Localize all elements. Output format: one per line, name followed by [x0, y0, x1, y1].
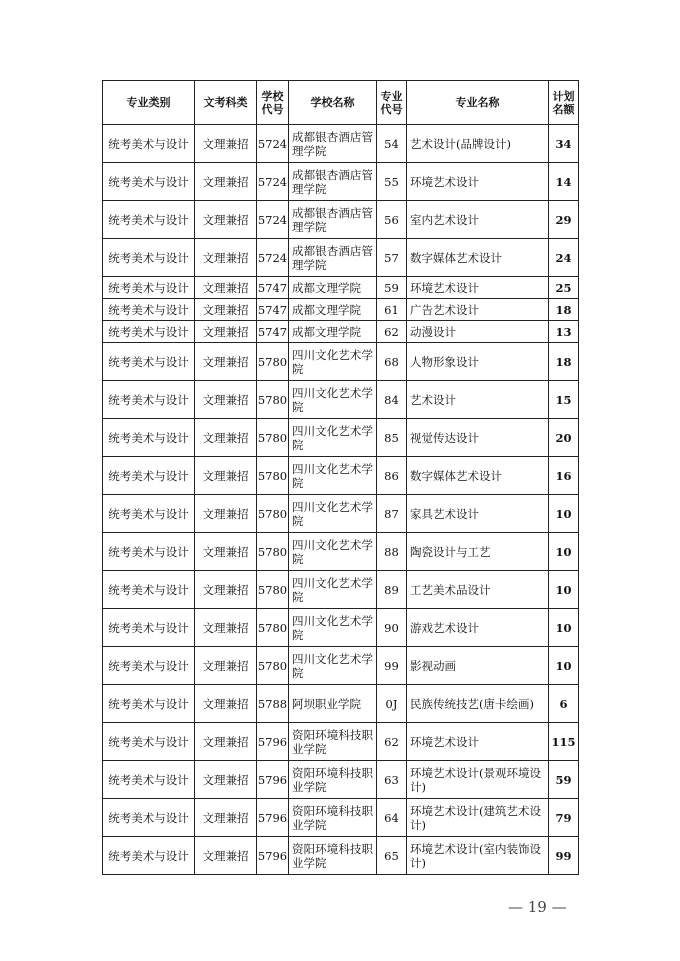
- cell-school-code: 5796: [257, 837, 289, 875]
- cell-subject: 文理兼招: [195, 761, 257, 799]
- cell-school-name: 资阳环境科技职业学院: [289, 799, 377, 837]
- page-number: — 19 —: [508, 898, 567, 916]
- cell-major-name: 环境艺术设计(景观环境设计): [407, 761, 549, 799]
- cell-major-name: 艺术设计(品牌设计): [407, 125, 549, 163]
- cell-school-code: 5780: [257, 609, 289, 647]
- table-row: [103, 571, 579, 609]
- header-school-code: 学校代号: [257, 81, 289, 125]
- cell-plan: 25: [549, 277, 579, 299]
- cell-plan: 6: [549, 685, 579, 723]
- cell-school-code: 5780: [257, 457, 289, 495]
- header-plan: 计划名额: [549, 81, 579, 125]
- header-category: 专业类别: [103, 81, 195, 125]
- cell-category: 统考美术与设计: [103, 837, 195, 875]
- cell-school-code: 5780: [257, 533, 289, 571]
- cell-plan: 15: [549, 381, 579, 419]
- cell-school-name: 成都文理学院: [289, 277, 377, 299]
- cell-school-name: 四川文化艺术学院: [289, 381, 377, 419]
- cell-subject: 文理兼招: [195, 343, 257, 381]
- cell-subject: 文理兼招: [195, 381, 257, 419]
- cell-school-name: 成都银杏酒店管理学院: [289, 239, 377, 277]
- cell-plan: 13: [549, 321, 579, 343]
- cell-school-code: 5724: [257, 125, 289, 163]
- cell-school-name: 阿坝职业学院: [289, 685, 377, 723]
- cell-plan: 10: [549, 495, 579, 533]
- cell-category: 统考美术与设计: [103, 381, 195, 419]
- cell-major-code: 55: [377, 163, 407, 201]
- cell-subject: 文理兼招: [195, 299, 257, 321]
- cell-major-code: 65: [377, 837, 407, 875]
- cell-major-code: 84: [377, 381, 407, 419]
- cell-category: 统考美术与设计: [103, 799, 195, 837]
- cell-subject: 文理兼招: [195, 837, 257, 875]
- cell-category: 统考美术与设计: [103, 201, 195, 239]
- table-row: [103, 761, 579, 799]
- cell-major-code: 54: [377, 125, 407, 163]
- cell-subject: 文理兼招: [195, 571, 257, 609]
- table-row: [103, 299, 579, 321]
- cell-plan: 99: [549, 837, 579, 875]
- cell-subject: 文理兼招: [195, 125, 257, 163]
- table-row: [103, 837, 579, 875]
- cell-category: 统考美术与设计: [103, 495, 195, 533]
- cell-school-name: 成都文理学院: [289, 321, 377, 343]
- cell-school-code: 5780: [257, 571, 289, 609]
- cell-school-code: 5747: [257, 299, 289, 321]
- cell-major-code: 86: [377, 457, 407, 495]
- header-school-name: 学校名称: [289, 81, 377, 125]
- cell-major-code: 87: [377, 495, 407, 533]
- cell-school-code: 5780: [257, 495, 289, 533]
- cell-school-name: 四川文化艺术学院: [289, 571, 377, 609]
- table-row: [103, 201, 579, 239]
- cell-subject: 文理兼招: [195, 647, 257, 685]
- cell-subject: 文理兼招: [195, 321, 257, 343]
- header-major-name: 专业名称: [407, 81, 549, 125]
- cell-school-name: 成都银杏酒店管理学院: [289, 125, 377, 163]
- table-row: [103, 321, 579, 343]
- header-subject: 文考科类: [195, 81, 257, 125]
- cell-subject: 文理兼招: [195, 163, 257, 201]
- table-row: [103, 533, 579, 571]
- cell-major-code: 99: [377, 647, 407, 685]
- cell-major-code: 85: [377, 419, 407, 457]
- cell-category: 统考美术与设计: [103, 239, 195, 277]
- table-row: [103, 163, 579, 201]
- cell-category: 统考美术与设计: [103, 277, 195, 299]
- cell-major-name: 艺术设计: [407, 381, 549, 419]
- cell-subject: 文理兼招: [195, 533, 257, 571]
- cell-subject: 文理兼招: [195, 723, 257, 761]
- table-header-row: [103, 81, 579, 125]
- cell-category: 统考美术与设计: [103, 761, 195, 799]
- table-row: [103, 495, 579, 533]
- table-row: [103, 647, 579, 685]
- cell-major-name: 影视动画: [407, 647, 549, 685]
- cell-school-code: 5780: [257, 419, 289, 457]
- cell-school-name: 资阳环境科技职业学院: [289, 723, 377, 761]
- cell-category: 统考美术与设计: [103, 571, 195, 609]
- cell-plan: 34: [549, 125, 579, 163]
- cell-major-code: 57: [377, 239, 407, 277]
- cell-plan: 115: [549, 723, 579, 761]
- cell-plan: 16: [549, 457, 579, 495]
- cell-major-name: 广告艺术设计: [407, 299, 549, 321]
- table-row: [103, 609, 579, 647]
- cell-category: 统考美术与设计: [103, 647, 195, 685]
- cell-subject: 文理兼招: [195, 201, 257, 239]
- cell-major-name: 数字媒体艺术设计: [407, 239, 549, 277]
- cell-category: 统考美术与设计: [103, 343, 195, 381]
- cell-school-code: 5724: [257, 201, 289, 239]
- cell-major-code: 62: [377, 321, 407, 343]
- cell-school-name: 成都文理学院: [289, 299, 377, 321]
- cell-school-name: 四川文化艺术学院: [289, 647, 377, 685]
- cell-category: 统考美术与设计: [103, 533, 195, 571]
- cell-major-code: 64: [377, 799, 407, 837]
- cell-major-name: 环境艺术设计: [407, 723, 549, 761]
- cell-category: 统考美术与设计: [103, 419, 195, 457]
- table-row: [103, 685, 579, 723]
- cell-subject: 文理兼招: [195, 239, 257, 277]
- cell-school-code: 5747: [257, 321, 289, 343]
- cell-major-name: 游戏艺术设计: [407, 609, 549, 647]
- table-body: [103, 125, 579, 875]
- cell-plan: 10: [549, 647, 579, 685]
- cell-school-code: 5796: [257, 723, 289, 761]
- cell-plan: 18: [549, 299, 579, 321]
- cell-school-code: 5724: [257, 163, 289, 201]
- cell-school-name: 四川文化艺术学院: [289, 343, 377, 381]
- cell-major-name: 环境艺术设计: [407, 163, 549, 201]
- cell-category: 统考美术与设计: [103, 723, 195, 761]
- table-row: [103, 457, 579, 495]
- cell-plan: 29: [549, 201, 579, 239]
- table-row: [103, 343, 579, 381]
- cell-subject: 文理兼招: [195, 609, 257, 647]
- cell-major-code: 61: [377, 299, 407, 321]
- cell-major-name: 环境艺术设计: [407, 277, 549, 299]
- cell-major-code: 62: [377, 723, 407, 761]
- header-major-code: 专业代号: [377, 81, 407, 125]
- enrollment-plan-table: [102, 80, 579, 875]
- cell-category: 统考美术与设计: [103, 685, 195, 723]
- cell-subject: 文理兼招: [195, 419, 257, 457]
- cell-major-name: 环境艺术设计(室内装饰设计): [407, 837, 549, 875]
- cell-major-name: 陶瓷设计与工艺: [407, 533, 549, 571]
- cell-major-code: 63: [377, 761, 407, 799]
- cell-plan: 10: [549, 533, 579, 571]
- cell-major-name: 动漫设计: [407, 321, 549, 343]
- cell-subject: 文理兼招: [195, 685, 257, 723]
- cell-subject: 文理兼招: [195, 277, 257, 299]
- cell-school-name: 四川文化艺术学院: [289, 419, 377, 457]
- cell-school-name: 成都银杏酒店管理学院: [289, 201, 377, 239]
- cell-major-name: 民族传统技艺(唐卡绘画): [407, 685, 549, 723]
- cell-major-name: 人物形象设计: [407, 343, 549, 381]
- cell-school-name: 四川文化艺术学院: [289, 533, 377, 571]
- cell-plan: 14: [549, 163, 579, 201]
- cell-major-code: 56: [377, 201, 407, 239]
- cell-major-name: 室内艺术设计: [407, 201, 549, 239]
- cell-school-name: 四川文化艺术学院: [289, 609, 377, 647]
- cell-school-code: 5780: [257, 343, 289, 381]
- cell-school-code: 5747: [257, 277, 289, 299]
- cell-school-code: 5788: [257, 685, 289, 723]
- cell-major-code: 0J: [377, 685, 407, 723]
- cell-school-name: 四川文化艺术学院: [289, 495, 377, 533]
- cell-major-code: 68: [377, 343, 407, 381]
- cell-school-code: 5780: [257, 381, 289, 419]
- cell-category: 统考美术与设计: [103, 609, 195, 647]
- cell-major-name: 视觉传达设计: [407, 419, 549, 457]
- cell-major-code: 90: [377, 609, 407, 647]
- cell-major-name: 家具艺术设计: [407, 495, 549, 533]
- cell-school-code: 5796: [257, 799, 289, 837]
- cell-plan: 59: [549, 761, 579, 799]
- cell-major-code: 59: [377, 277, 407, 299]
- cell-plan: 10: [549, 571, 579, 609]
- cell-school-name: 成都银杏酒店管理学院: [289, 163, 377, 201]
- cell-plan: 18: [549, 343, 579, 381]
- cell-major-name: 环境艺术设计(建筑艺术设计): [407, 799, 549, 837]
- table-row: [103, 419, 579, 457]
- table-row: [103, 125, 579, 163]
- cell-subject: 文理兼招: [195, 457, 257, 495]
- table-row: [103, 799, 579, 837]
- cell-school-code: 5796: [257, 761, 289, 799]
- cell-plan: 10: [549, 609, 579, 647]
- cell-subject: 文理兼招: [195, 799, 257, 837]
- cell-school-name: 资阳环境科技职业学院: [289, 837, 377, 875]
- cell-major-code: 89: [377, 571, 407, 609]
- table-row: [103, 723, 579, 761]
- cell-school-code: 5780: [257, 647, 289, 685]
- cell-school-name: 四川文化艺术学院: [289, 457, 377, 495]
- cell-plan: 24: [549, 239, 579, 277]
- table-row: [103, 381, 579, 419]
- cell-category: 统考美术与设计: [103, 321, 195, 343]
- cell-school-name: 资阳环境科技职业学院: [289, 761, 377, 799]
- cell-major-name: 数字媒体艺术设计: [407, 457, 549, 495]
- table-row: [103, 239, 579, 277]
- cell-school-code: 5724: [257, 239, 289, 277]
- cell-plan: 20: [549, 419, 579, 457]
- cell-major-code: 88: [377, 533, 407, 571]
- cell-category: 统考美术与设计: [103, 125, 195, 163]
- cell-major-name: 工艺美术品设计: [407, 571, 549, 609]
- cell-category: 统考美术与设计: [103, 457, 195, 495]
- table-row: [103, 277, 579, 299]
- cell-category: 统考美术与设计: [103, 163, 195, 201]
- cell-subject: 文理兼招: [195, 495, 257, 533]
- cell-category: 统考美术与设计: [103, 299, 195, 321]
- cell-plan: 79: [549, 799, 579, 837]
